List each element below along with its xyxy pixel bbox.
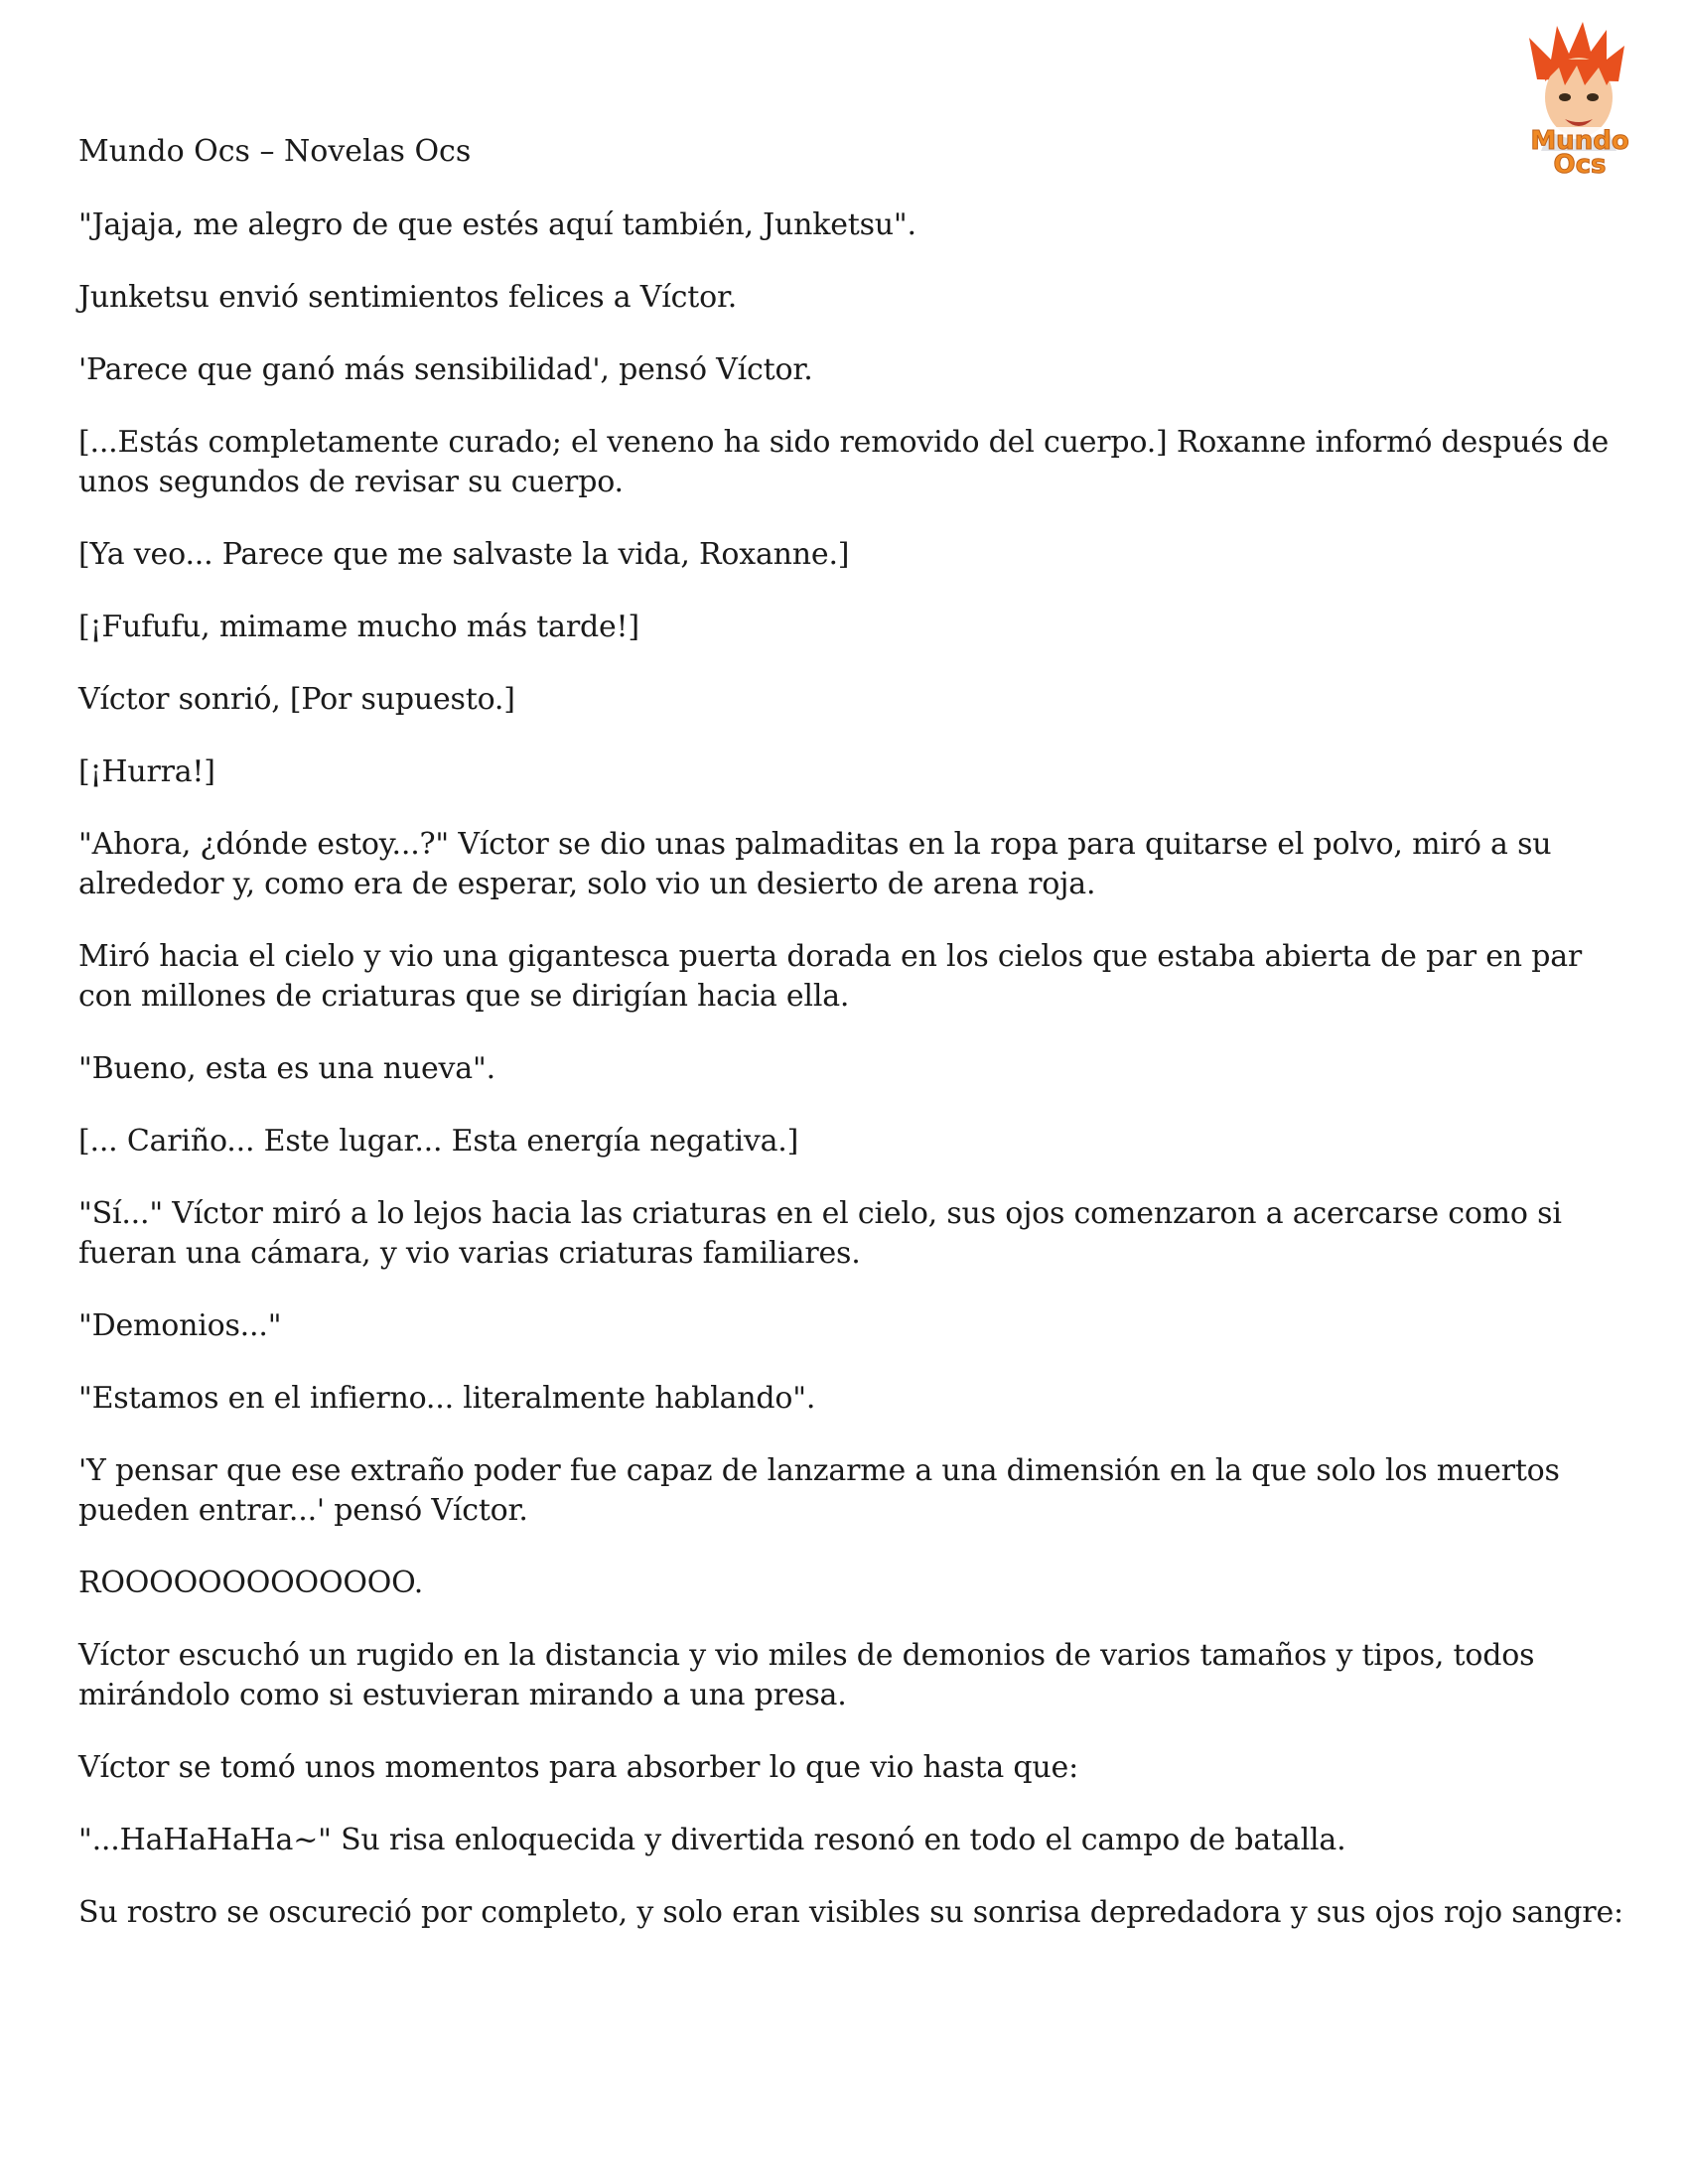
svg-text:Ocs: Ocs <box>1553 150 1607 179</box>
paragraph: Víctor sonrió, [Por supuesto.] <box>78 682 515 717</box>
document-body <box>78 205 1627 1966</box>
paragraph: ROOOOOOOOOOOOO. <box>78 1566 424 1600</box>
paragraph: [Ya veo... Parece que me salvaste la vida, Roxanne.] <box>78 537 850 572</box>
paragraph: 'Parece que ganó más sensibilidad', pensó Víctor. <box>78 352 813 387</box>
paragraph: [¡Fufufu, mimame mucho más tarde!] <box>78 610 639 644</box>
paragraph: Víctor se tomó unos momentos para absorber lo que vio hasta que: <box>78 1750 1079 1785</box>
svg-text:Mundo: Mundo <box>1530 126 1629 156</box>
paragraph: 'Y pensar que ese extraño poder fue capaz de lanzarme a una dimensión en la que solo los muertos pueden entrar...' pensó Víctor. <box>78 1453 1560 1528</box>
paragraph: "...HaHaHaHa~" Su risa enloquecida y divertida resonó en todo el campo de batalla. <box>78 1823 1346 1857</box>
paragraph: Víctor escuchó un rugido en la distancia y vio miles de demonios de varios tamaños y tipos, todos mirándolo como si estuvieran mirando a una presa. <box>78 1638 1535 1712</box>
page-header: Mundo Ocs – Novelas Ocs <box>78 134 472 169</box>
paragraph: "Sí..." Víctor miró a lo lejos hacia las criaturas en el cielo, sus ojos comenzaron a acercarse como si fueran una cámara, y vio varias criaturas familiares. <box>78 1196 1562 1271</box>
paragraph: "Bueno, esta es una nueva". <box>78 1051 495 1086</box>
mundo-ocs-logo <box>1507 20 1652 179</box>
paragraph: Miró hacia el cielo y vio una gigantesca puerta dorada en los cielos que estaba abierta de par en par con millones de criaturas que se dirigían hacia ella. <box>78 939 1583 1014</box>
paragraph: Su rostro se oscureció por completo, y solo eran visibles su sonrisa depredadora y sus ojos rojo sangre: <box>78 1895 1623 1930</box>
logo-image <box>1507 20 1652 179</box>
paragraph: [¡Hurra!] <box>78 754 215 789</box>
paragraph: "Ahora, ¿dónde estoy...?" Víctor se dio unas palmaditas en la ropa para quitarse el polvo, miró a su alrededor y, como era de esperar, solo vio un desierto de arena roja. <box>78 827 1552 901</box>
paragraph: "Estamos en el infierno... literalmente hablando". <box>78 1381 816 1416</box>
paragraph: "Jajaja, me alegro de que estés aquí también, Junketsu". <box>78 207 916 242</box>
paragraph: [... Cariño... Este lugar... Esta energía negativa.] <box>78 1124 799 1159</box>
paragraph: Junketsu envió sentimientos felices a Víctor. <box>78 280 738 315</box>
paragraph: "Demonios..." <box>78 1308 282 1343</box>
paragraph: [...Estás completamente curado; el veneno ha sido removido del cuerpo.] Roxanne informó después de unos segundos de revisar su cuerpo. <box>78 425 1610 499</box>
